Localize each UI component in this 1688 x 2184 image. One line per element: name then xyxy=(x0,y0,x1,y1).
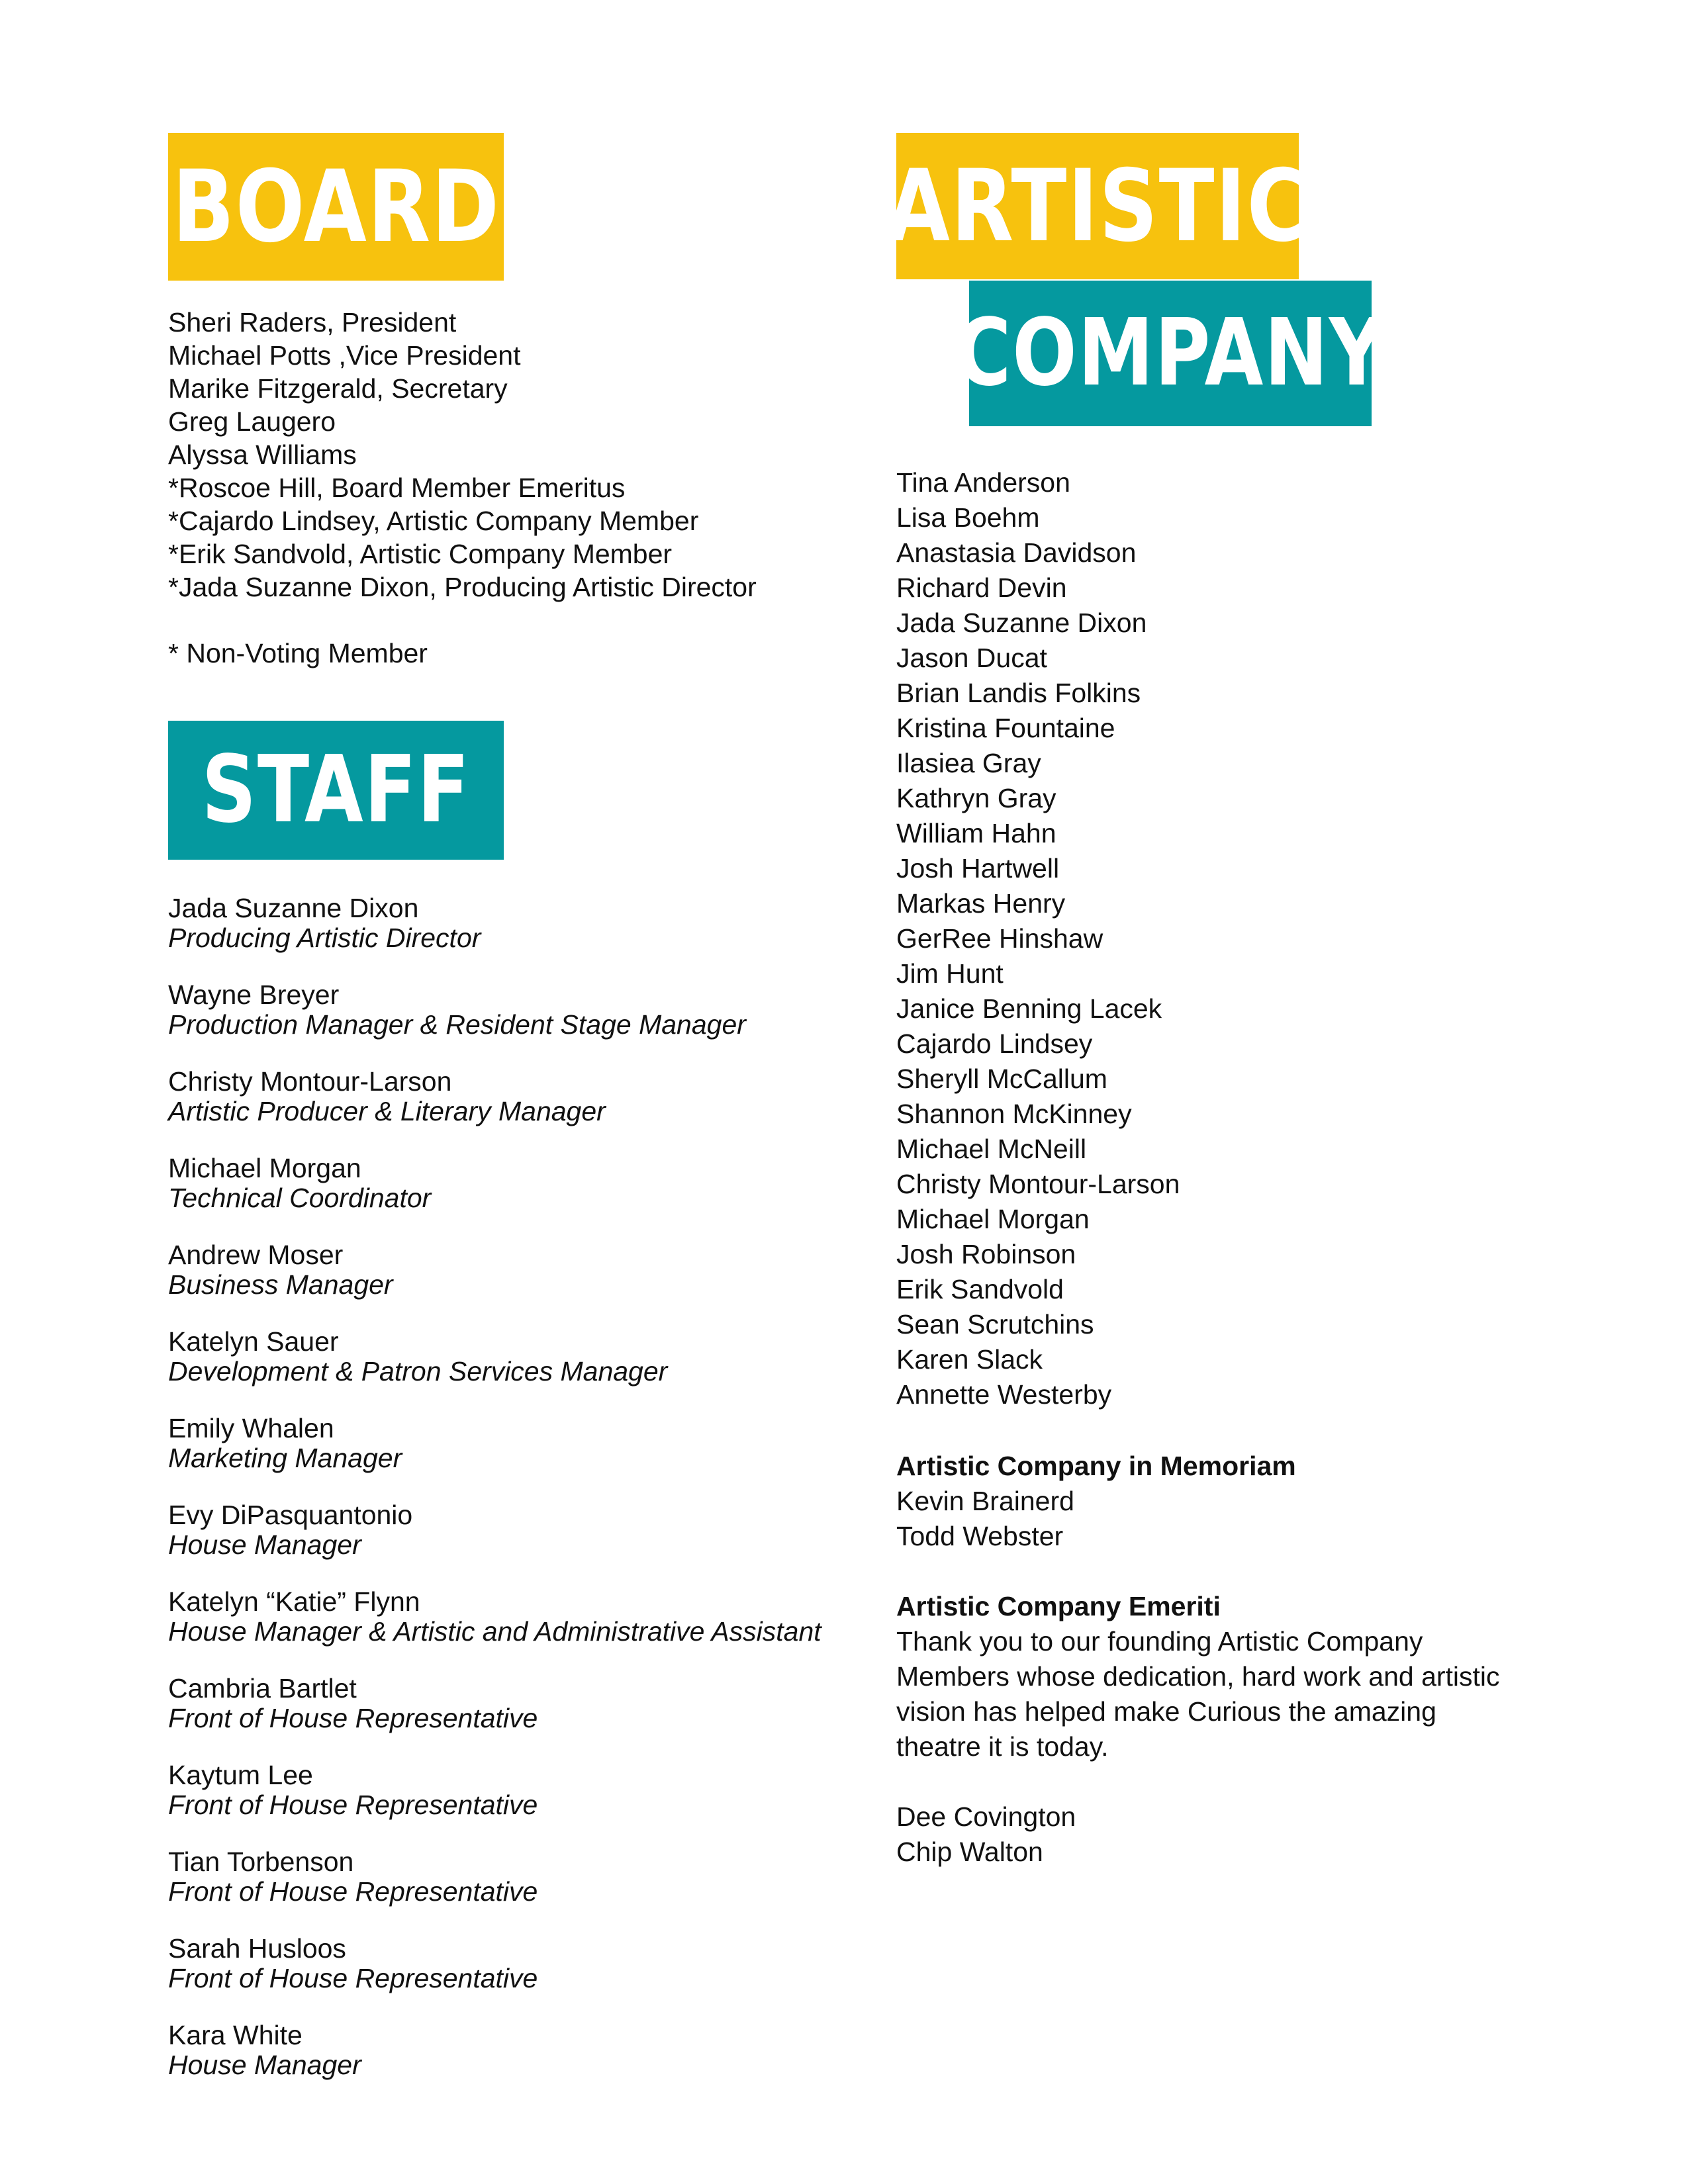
staff-title: House Manager xyxy=(168,1529,361,1560)
company-member: Janice Benning Lacek xyxy=(896,993,1162,1024)
staff-heading-banner xyxy=(168,721,504,860)
staff-name: Katelyn “Katie” Flynn xyxy=(168,1586,420,1617)
memoriam-member: Kevin Brainerd xyxy=(896,1486,1074,1516)
company-member: William Hahn xyxy=(896,818,1056,848)
emeriti-text-line: vision has helped make Curious the amazing xyxy=(896,1696,1436,1727)
staff-name: Tian Torbenson xyxy=(168,1846,354,1877)
staff-name: Sarah Husloos xyxy=(168,1933,346,1964)
company-member: Ilasiea Gray xyxy=(896,748,1041,778)
staff-title: Development & Patron Services Manager xyxy=(168,1356,668,1387)
company-member: Michael Morgan xyxy=(896,1204,1090,1234)
company-member: Michael McNeill xyxy=(896,1134,1087,1164)
company-member: Josh Hartwell xyxy=(896,853,1060,884)
board-member: *Jada Suzanne Dixon, Producing Artistic Director xyxy=(168,572,757,602)
company-member: Lisa Boehm xyxy=(896,502,1040,533)
staff-entry xyxy=(168,1327,896,1414)
staff-entry xyxy=(168,1067,896,1154)
emeriti-text-line: theatre it is today. xyxy=(896,1731,1109,1762)
staff-title: Production Manager & Resident Stage Manager xyxy=(168,1009,746,1040)
staff-name: Kara White xyxy=(168,2020,303,2050)
company-member: Annette Westerby xyxy=(896,1379,1112,1410)
emeriti-heading: Artistic Company Emeriti xyxy=(896,1591,1221,1621)
company-member: Kathryn Gray xyxy=(896,783,1056,813)
staff-title: Front of House Representative xyxy=(168,1703,538,1733)
staff-entry xyxy=(168,1760,896,1847)
staff-entry xyxy=(168,1500,896,1587)
artistic-company-list xyxy=(896,465,1624,1412)
staff-list xyxy=(168,893,896,2107)
company-member: Kristina Fountaine xyxy=(896,713,1115,743)
company-heading-banner xyxy=(955,281,1385,426)
board-member: Greg Laugero xyxy=(168,406,336,437)
staff-name: Evy DiPasquantonio xyxy=(168,1500,413,1530)
staff-title: Technical Coordinator xyxy=(168,1183,432,1213)
company-member: Anastasia Davidson xyxy=(896,537,1137,568)
company-member: Erik Sandvold xyxy=(896,1274,1064,1304)
staff-entry xyxy=(168,1154,896,1240)
staff-name: Kaytum Lee xyxy=(168,1760,313,1790)
memoriam-section xyxy=(896,1449,1624,1554)
staff-entry xyxy=(168,2021,896,2107)
staff-name: Christy Montour-Larson xyxy=(168,1066,452,1097)
staff-entry xyxy=(168,1934,896,2021)
staff-name: Cambria Bartlet xyxy=(168,1673,357,1704)
emeriti-text-line: Thank you to our founding Artistic Company xyxy=(896,1626,1423,1657)
company-member: Markas Henry xyxy=(896,888,1066,919)
emeriti-text-line: Members whose dedication, hard work and artistic xyxy=(896,1661,1500,1692)
board-member: Sheri Raders, President xyxy=(168,307,457,338)
staff-entry xyxy=(168,1674,896,1760)
company-member: Christy Montour-Larson xyxy=(896,1169,1180,1199)
staff-name: Michael Morgan xyxy=(168,1153,361,1183)
staff-title: Front of House Representative xyxy=(168,1790,538,1820)
company-member: Sean Scrutchins xyxy=(896,1309,1094,1340)
board-heading: BOARD xyxy=(171,149,500,265)
company-member: Jason Ducat xyxy=(896,643,1047,673)
staff-title: House Manager xyxy=(168,2050,361,2080)
artistic-heading-banner xyxy=(887,133,1308,279)
staff-name: Wayne Breyer xyxy=(168,979,340,1010)
staff-name: Jada Suzanne Dixon xyxy=(168,893,419,923)
company-heading: COMPANY xyxy=(955,299,1385,407)
staff-title: Front of House Representative xyxy=(168,1963,538,1993)
company-member: Shannon McKinney xyxy=(896,1099,1132,1129)
emeriti-section xyxy=(896,1589,1624,1870)
board-member-list xyxy=(168,306,830,604)
staff-name: Emily Whalen xyxy=(168,1413,334,1443)
staff-title: House Manager & Artistic and Administrative Assistant xyxy=(168,1616,821,1647)
board-member: *Erik Sandvold, Artistic Company Member xyxy=(168,539,673,569)
staff-heading: STAFF xyxy=(201,736,471,844)
board-member: *Cajardo Lindsey, Artistic Company Member xyxy=(168,506,699,536)
company-member: Sheryll McCallum xyxy=(896,1064,1107,1094)
emeriti-member: Dee Covington xyxy=(896,1801,1076,1832)
staff-title: Front of House Representative xyxy=(168,1876,538,1907)
board-heading-banner xyxy=(168,133,504,281)
board-member: Michael Potts ,Vice President xyxy=(168,340,521,371)
staff-title: Artistic Producer & Literary Manager xyxy=(168,1096,606,1126)
artistic-heading: ARTISTIC xyxy=(887,148,1308,264)
company-member: GerRee Hinshaw xyxy=(896,923,1103,954)
company-member: Brian Landis Folkins xyxy=(896,678,1141,708)
company-member: Richard Devin xyxy=(896,572,1067,603)
staff-title: Business Manager xyxy=(168,1269,393,1300)
emeriti-paragraph xyxy=(896,1624,1624,1764)
emeriti-member: Chip Walton xyxy=(896,1837,1043,1867)
staff-entry xyxy=(168,1240,896,1327)
memoriam-heading: Artistic Company in Memoriam xyxy=(896,1451,1296,1481)
company-member: Jada Suzanne Dixon xyxy=(896,608,1147,638)
board-member: Alyssa Williams xyxy=(168,439,357,470)
staff-entry xyxy=(168,1414,896,1500)
staff-name: Katelyn Sauer xyxy=(168,1326,339,1357)
staff-entry xyxy=(168,1587,896,1674)
company-member: Josh Robinson xyxy=(896,1239,1076,1269)
staff-entry xyxy=(168,1847,896,1934)
memoriam-member: Todd Webster xyxy=(896,1521,1064,1551)
staff-title: Producing Artistic Director xyxy=(168,923,481,953)
board-member: *Roscoe Hill, Board Member Emeritus xyxy=(168,473,626,503)
staff-title: Marketing Manager xyxy=(168,1443,402,1473)
staff-name: Andrew Moser xyxy=(168,1240,344,1270)
board-member: Marike Fitzgerald, Secretary xyxy=(168,373,508,404)
staff-entry xyxy=(168,893,896,980)
company-member: Tina Anderson xyxy=(896,467,1070,498)
company-member: Cajardo Lindsey xyxy=(896,1028,1093,1059)
staff-entry xyxy=(168,980,896,1067)
company-member: Karen Slack xyxy=(896,1344,1043,1375)
board-non-voting-note: * Non-Voting Member xyxy=(168,638,428,668)
company-member: Jim Hunt xyxy=(896,958,1004,989)
